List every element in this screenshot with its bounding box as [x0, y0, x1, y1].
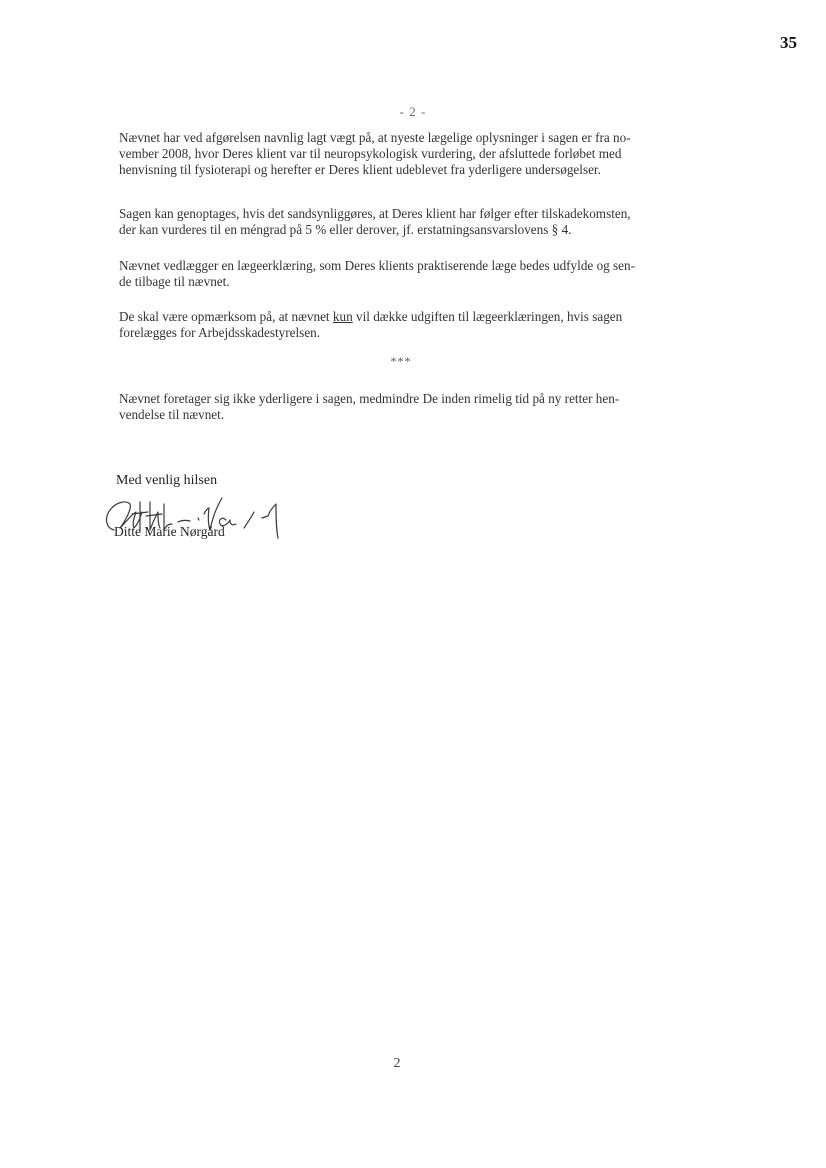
text-line: forelægges for Arbejdsskadestyrelsen.: [119, 325, 321, 340]
text-line: [119, 309, 699, 325]
closing-salutation: Med venlig hilsen: [116, 473, 218, 488]
text-line: Nævnet har ved afgørelsen navnlig lagt vægt på, at nyeste lægelige oplysninger i sagen er fra no-: [119, 130, 631, 145]
text-line: vendelse til nævnet.: [119, 407, 225, 422]
section-separator: ***: [390, 354, 412, 368]
paragraph-cost-notice: [119, 309, 699, 341]
text-segment: vil dække udgiften til lægeerklæringen, hvis sagen: [352, 309, 623, 324]
paragraph-medical-statement: [119, 258, 699, 290]
text-line: vember 2008, hvor Deres klient var til neuropsykologisk vurdering, der afsluttede forløbet med: [119, 146, 622, 161]
text-line: de tilbage til nævnet.: [119, 274, 230, 289]
page-footer-number: 2: [393, 1056, 401, 1071]
handwritten-signature: [96, 490, 306, 550]
underlined-word: kun: [332, 309, 353, 324]
text-line: Nævnet foretager sig ikke yderligere i sagen, medmindre De inden rimelig tid på ny retter hen-: [119, 391, 620, 406]
text-line: Sagen kan genoptages, hvis det sandsynliggøres, at Deres klient har følger efter tilskadekomsten,: [119, 206, 631, 221]
paragraph-no-further-action: [119, 391, 699, 423]
page-corner-number: 35: [780, 33, 797, 52]
text-segment: De skal være opmærksom på, at nævnet: [119, 309, 333, 324]
text-line: Nævnet vedlægger en lægeerklæring, som Deres klients praktiserende læge bedes udfylde og sen-: [119, 258, 636, 273]
text-line: henvisning til fysioterapi og herefter er Deres klient udeblevet fra yderligere undersøgelser.: [119, 162, 601, 177]
signer-name: Ditte Marie Nørgård: [114, 524, 225, 539]
text-line: der kan vurderes til en méngrad på 5 % eller derover, jf. erstatningsansvarslovens § 4.: [119, 222, 572, 237]
page-header-number: - 2 -: [399, 104, 427, 119]
paragraph-decision-reason: [119, 130, 699, 178]
paragraph-reopening: [119, 206, 699, 238]
